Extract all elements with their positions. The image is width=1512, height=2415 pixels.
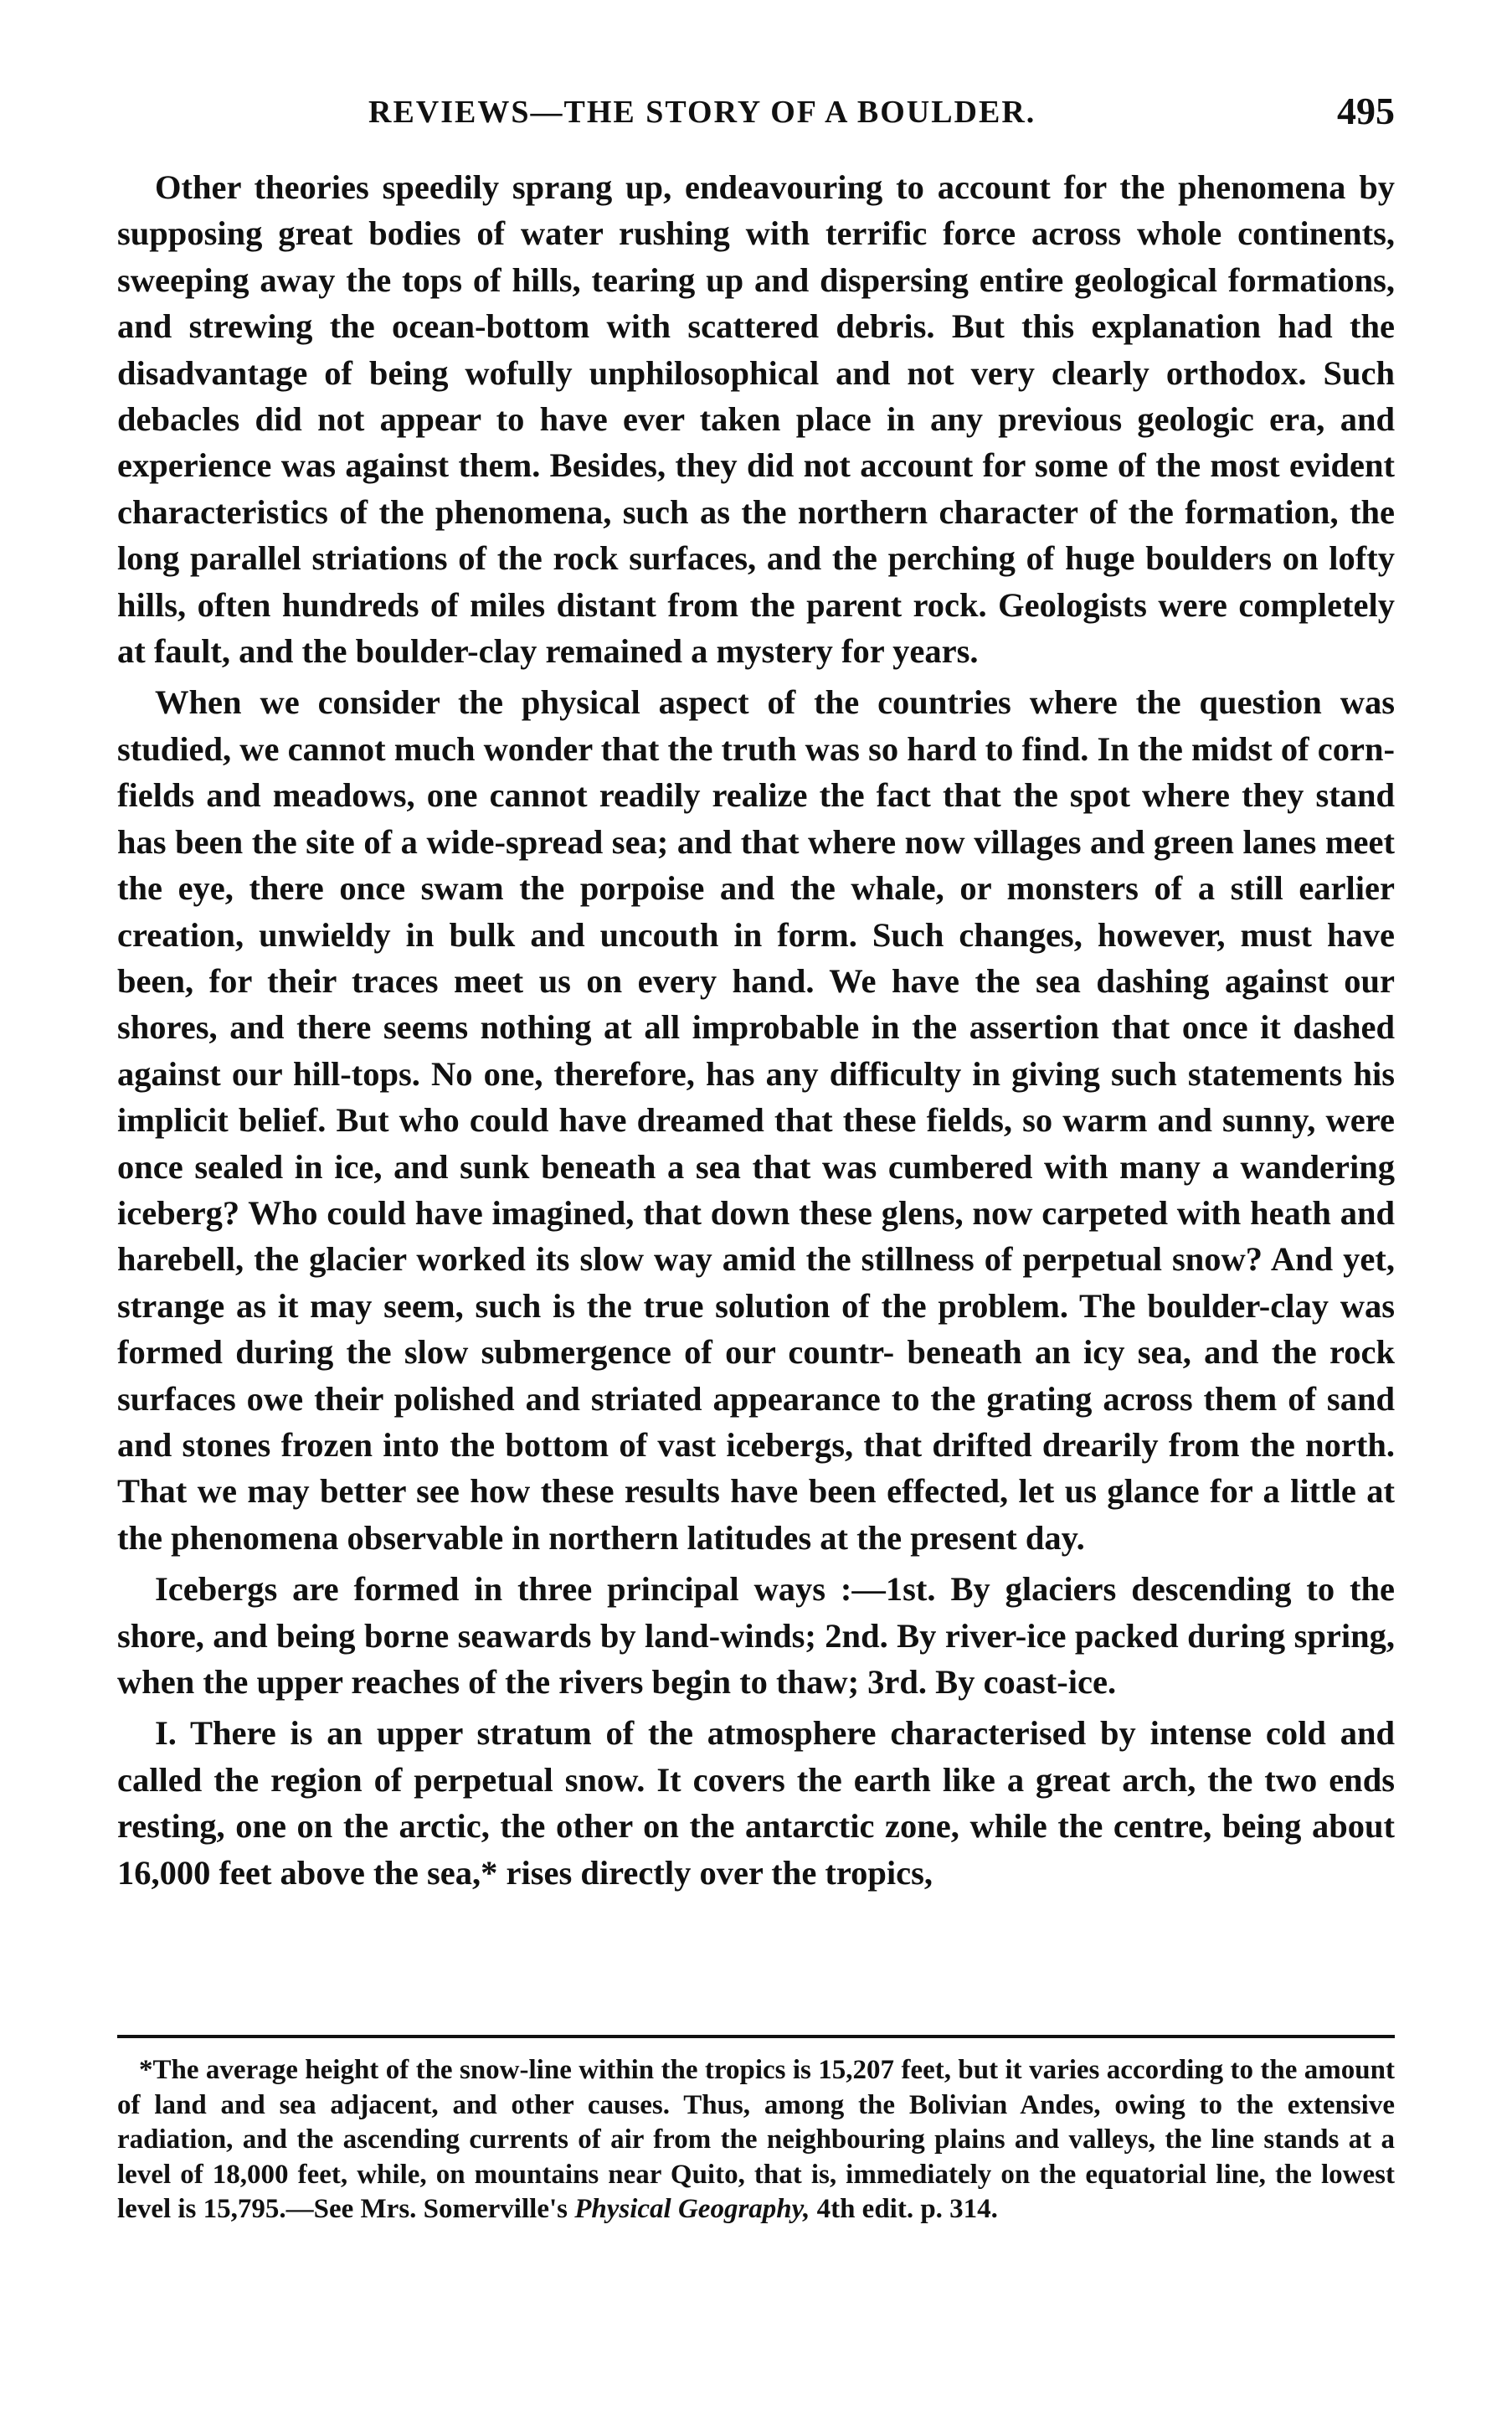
footnote-book-title: Physical Geography,: [574, 2194, 810, 2224]
footnote-text: *The average height of the snow-line within the tropics is 15,207 feet, but it varies according to the amount of land and sea adjacent, and other causes. Thus, among the Bolivian Andes, owing to the extensive radiation, and the ascending currents of air from the neighbouring plains and valleys, the line stands at a level of 18,000 feet, while, on mountains near Quito, that is, immediately on the equatorial line, the lowest level is 15,795.—See Mrs. Somerville's: [117, 2055, 1395, 2224]
paragraph-4: I. There is an upper stratum of the atmosphere characterised by intense cold and called the region of perpetual snow. It covers the earth like a great arch, the two ends resting, one on the arctic, the other on the antarctic zone, while the centre, being about 16,000 feet above the sea,* rises directly over the tropics,: [117, 1714, 1395, 1892]
footnote: [117, 2053, 1395, 2227]
paragraph-2: When we consider the physical aspect of the countries where the question was studied, we cannot much wonder that the truth was so hard to find. In the midst of corn-fields and meadows, one cannot readily realize the fact that the spot where they stand has been the site of a wide-spread sea; and that where now villages and green lanes meet the eye, there once swam the porpoise and the whale, or monsters of a still earlier creation, unwieldy in bulk and uncouth in form. Such changes, however, must have been, for their traces meet us on every hand. We have the sea dashing against our shores, and there seems nothing at all improbable in the assertion that once it dashed against our hill-tops. No one, therefore, has any difficulty in giving such statements his implicit belief. But who could have dreamed that these fields, so warm and sunny, were once sealed in ice, and sunk beneath a sea that was cumbered with many a wandering iceberg? Who could have imagined, that down these glens, now carpeted with heath and harebell, the glacier worked its slow way amid the stillness of perpetual snow? And yet, strange as it may seem, such is the true solution of the problem. The boulder-clay was formed during the slow submergence of our countr- beneath an icy sea, and the rock surfaces owe their polished and striated appearance to the grating across them of sand and stones frozen into the bottom of vast icebergs, that drifted drearily from the north. That we may better see how these results have been effected, let us glance for a little at the phenomena observable in northern latitudes at the present day.: [117, 683, 1395, 1557]
footnote-edition: 4th edit. p. 314.: [810, 2194, 998, 2224]
paragraph-1: Other theories speedily sprang up, endeavouring to account for the phenomena by supposing great bodies of water rushing with terrific force across whole continents, sweeping away the tops of hills, tearing up and dispersing entire geological formations, and strewing the ocean-bottom with scattered debris. But this explanation had the disadvantage of being wofully unphilosophical and not very clearly orthodox. Such debacles did not appear to have ever taken place in any previous geologic era, and experience was against them. Besides, they did not account for some of the most evident characteristics of the phenomena, such as the northern character of the formation, the long parallel striations of the rock surfaces, and the perching of huge boulders on lofty hills, often hundreds of miles distant from the parent rock. Geologists were completely at fault, and the boulder-clay remained a mystery for years.: [117, 168, 1395, 671]
page-header: [117, 80, 1395, 139]
paragraph-3: Icebergs are formed in three principal ways :—1st. By glaciers descending to the shore, and being borne seawards by land-winds; 2nd. By river-ice packed during spring, when the upper reaches of the rivers begin to thaw; 3rd. By coast-ice.: [117, 1570, 1395, 1701]
running-title: REVIEWS—THE STORY OF A BOULDER.: [368, 95, 1036, 130]
page-number: 495: [1337, 90, 1395, 132]
footnote-rule: [117, 2035, 1395, 2038]
body-text: [117, 164, 1395, 1901]
